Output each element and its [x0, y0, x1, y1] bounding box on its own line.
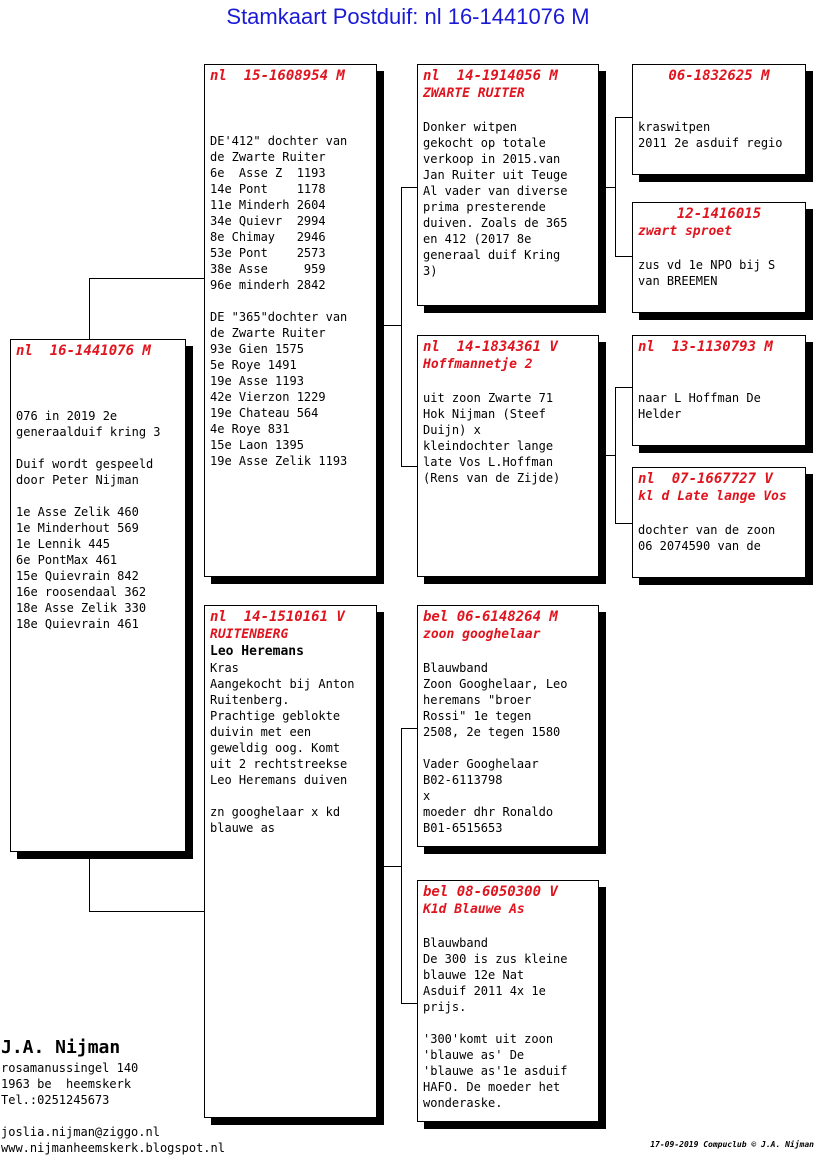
fmm-name: kl d Late lange Vos	[638, 489, 787, 504]
connector	[376, 325, 402, 326]
breeder-contact: joslia.nijman@ziggo.nl www.nijmanheemskerk.blogspot.nl	[1, 1125, 225, 1155]
fmm-notes: dochter van de zoon 06 2074590 van de	[638, 523, 776, 553]
mm-name: K1d Blauwe As	[423, 902, 525, 917]
fm-card	[417, 335, 599, 577]
fm-ring: nl 14-1834361 V	[423, 339, 558, 355]
connector	[401, 728, 417, 729]
subject-ring: nl 16-1441076 M	[16, 343, 151, 359]
ffm-name: zwart sproet	[638, 224, 732, 239]
ffm-ring: 12-1416015	[676, 206, 762, 222]
page-title: Stamkaart Postduif: nl 16-1441076 M	[226, 4, 590, 29]
connector	[615, 387, 616, 524]
connector	[615, 523, 632, 524]
print-credit: 17-09-2019 Compuclub © J.A. Nijman	[650, 1140, 814, 1149]
fff-notes: kraswitpen 2011 2e asduif regio	[638, 120, 783, 150]
fmm-ring: nl 07-1667727 V	[638, 471, 773, 487]
connector	[598, 455, 615, 456]
connector	[615, 117, 616, 257]
fmf-card	[632, 335, 806, 446]
father-notes: DE'412" dochter van de Zwarte Ruiter 6e Asse Z 1193 14e Pont 1178 11e Minderh 2604 34e Quievr 2994 8e Chimay 2946 53e Pont 2573 38e Asse 959 96e minderh 2842 DE "365"dochter van de Zwarte Ruiter 93e Gien 1575 5e Roye 1491 19e Asse 1193 42e Vierzon 1229 19e Chateau 564 4e Roye 831 15e Laon 1395 19e Asse Zelik 1193	[210, 134, 348, 468]
mf-ring: bel 06-6148264 M	[423, 609, 558, 625]
connector	[401, 1003, 417, 1004]
breeder-name: J.A. Nijman	[1, 1037, 121, 1058]
father-ring: nl 15-1608954 M	[210, 68, 345, 84]
fff-card	[632, 64, 806, 175]
connector	[615, 387, 632, 388]
connector	[89, 278, 90, 340]
mother-name: RUITENBERG	[210, 627, 289, 642]
connector	[89, 911, 204, 912]
fm-notes: uit zoon Zwarte 71 Hok Nijman (Steef Duijn) x kleindochter lange late Vos L.Hoffman (Rens van de Zijde)	[423, 391, 561, 485]
connector	[598, 187, 615, 188]
mother-notes: Kras Aangekocht bij Anton Ruitenberg. Prachtige geblokte duivin met een geweldig oog. Komt uit 2 rechtstreekse Leo Heremans duiven zn googhelaar x kd blauwe as	[210, 661, 355, 835]
mm-card	[417, 880, 599, 1122]
ff-ring: nl 14-1914056 M	[423, 68, 558, 84]
mm-ring: bel 08-6050300 V	[423, 884, 558, 900]
connector	[401, 466, 417, 467]
breeder-address: rosamanussingel 140 1963 be heemskerk Tel.:0251245673	[1, 1061, 139, 1107]
mf-notes: Blauwband Zoon Googhelaar, Leo heremans "broer Rossi" 1e tegen 2508, 2e tegen 1580 Vader Googhelaar B02-6113798 x moeder dhr Ronaldo B01-6515653	[423, 661, 568, 835]
subject-notes: 076 in 2019 2e generaalduif kring 3 Duif wordt gespeeld door Peter Nijman 1e Asse Zelik 460 1e Minderhout 569 1e Lennik 445 6e PontMax 461 15e Quievrain 842 16e roosendaal 362 18e Asse Zelik 330 18e Quievrain 461	[16, 409, 161, 631]
mf-card	[417, 605, 599, 847]
subject-card	[10, 339, 186, 852]
connector	[376, 866, 402, 867]
mm-notes: Blauwband De 300 is zus kleine blauwe 12e Nat Asduif 2011 4x 1e prijs. '300'komt uit zoon 'blauwe as' De 'blauwe as'1e asduif HAFO. De moeder het wonderaske.	[423, 936, 568, 1110]
connector	[401, 187, 402, 467]
connector	[615, 117, 632, 118]
connector	[89, 852, 90, 912]
connector	[89, 278, 204, 279]
fmf-notes: naar L Hoffman De Helder	[638, 391, 761, 421]
ff-name: ZWARTE RUITER	[423, 86, 525, 101]
father-card	[204, 64, 377, 577]
ff-notes: Donker witpen gekocht op totale verkoop in 2015.van Jan Ruiter uit Teuge Al vader van diverse prima presterende duiven. Zoals de 365 en 412 (2017 8e generaal duif Kring 3)	[423, 120, 568, 278]
mother-ring: nl 14-1510161 V	[210, 609, 345, 625]
fmm-card	[632, 467, 806, 578]
fmf-ring: nl 13-1130793 M	[638, 339, 773, 355]
mother-card	[204, 605, 377, 1118]
connector	[401, 187, 417, 188]
ff-card	[417, 64, 599, 306]
fff-ring: 06-1832625 M	[668, 68, 770, 84]
mother-owner: Leo Heremans	[210, 644, 304, 659]
mf-name: zoon googhelaar	[423, 627, 541, 642]
ffm-notes: zus vd 1e NPO bij S van BREEMEN	[638, 258, 776, 288]
connector	[615, 256, 632, 257]
ffm-card	[632, 202, 806, 313]
fm-name: Hoffmannetje 2	[423, 357, 533, 372]
connector	[401, 728, 402, 1004]
